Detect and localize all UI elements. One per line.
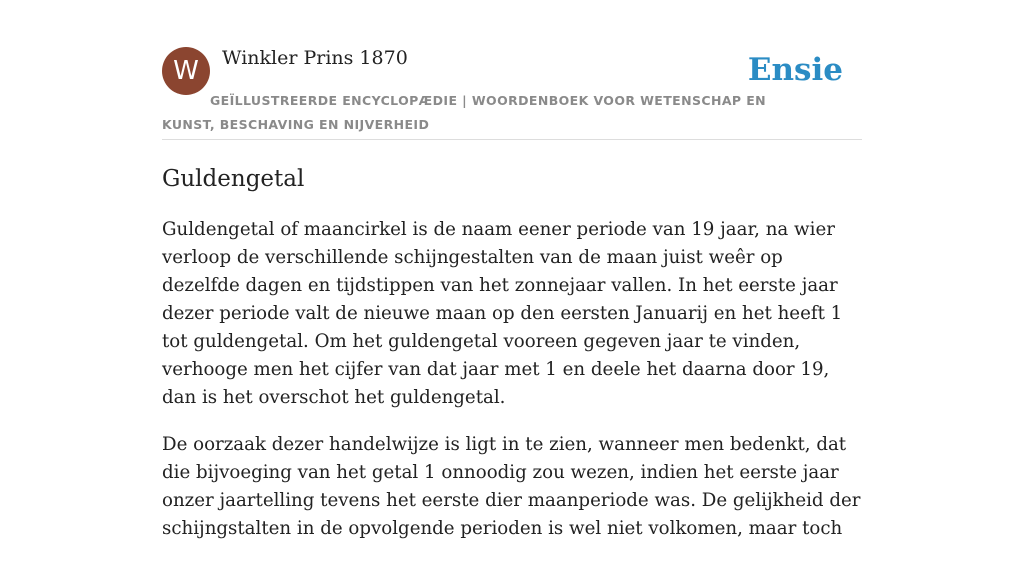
article-title: Guldengetal — [162, 166, 305, 192]
source-header — [162, 0, 862, 140]
source-avatar[interactable]: W — [162, 47, 210, 95]
source-subtitle: GEÏLLUSTREERDE ENCYCLOPÆDIE | WOORDENBOEK VOOR WETENSCHAP EN KUNST, BESCHAVING EN NIJVERHEID — [162, 93, 767, 132]
article-paragraph: Guldengetal of maancirkel is de naam eener periode van 19 jaar, na wier verloop de verschillende schijngestalten van de maan juist weêr op dezelfde dagen en tijdstippen van het zonnejaar vallen. In het eerste jaar dezer periode valt de nieuwe maan op den eersten Januarij en het heeft 1 tot guldengetal. Om het guldengetal vooreen gegeven jaar te vinden, verhooge men het cijfer van dat jaar met 1 en deele het daarna door 19, dan is het overschot het guldengetal. — [162, 219, 843, 408]
article-paragraph: De oorzaak dezer handelwijze is ligt in te zien, wanneer men bedenkt, dat die bijvoeging van het getal 1 onnoodig zou wezen, indien het eerste jaar onzer jaartelling tevens het eerste dier maanperiode was. De gelijkheid der schijngstalten in de opvolgende perioden is wel niet volkomen, maar toch — [162, 434, 861, 539]
ensie-logo-link[interactable]: Ensie — [747, 52, 843, 88]
article-body — [162, 216, 862, 562]
source-title[interactable]: Winkler Prins 1870 — [222, 47, 408, 69]
page — [162, 0, 862, 539]
